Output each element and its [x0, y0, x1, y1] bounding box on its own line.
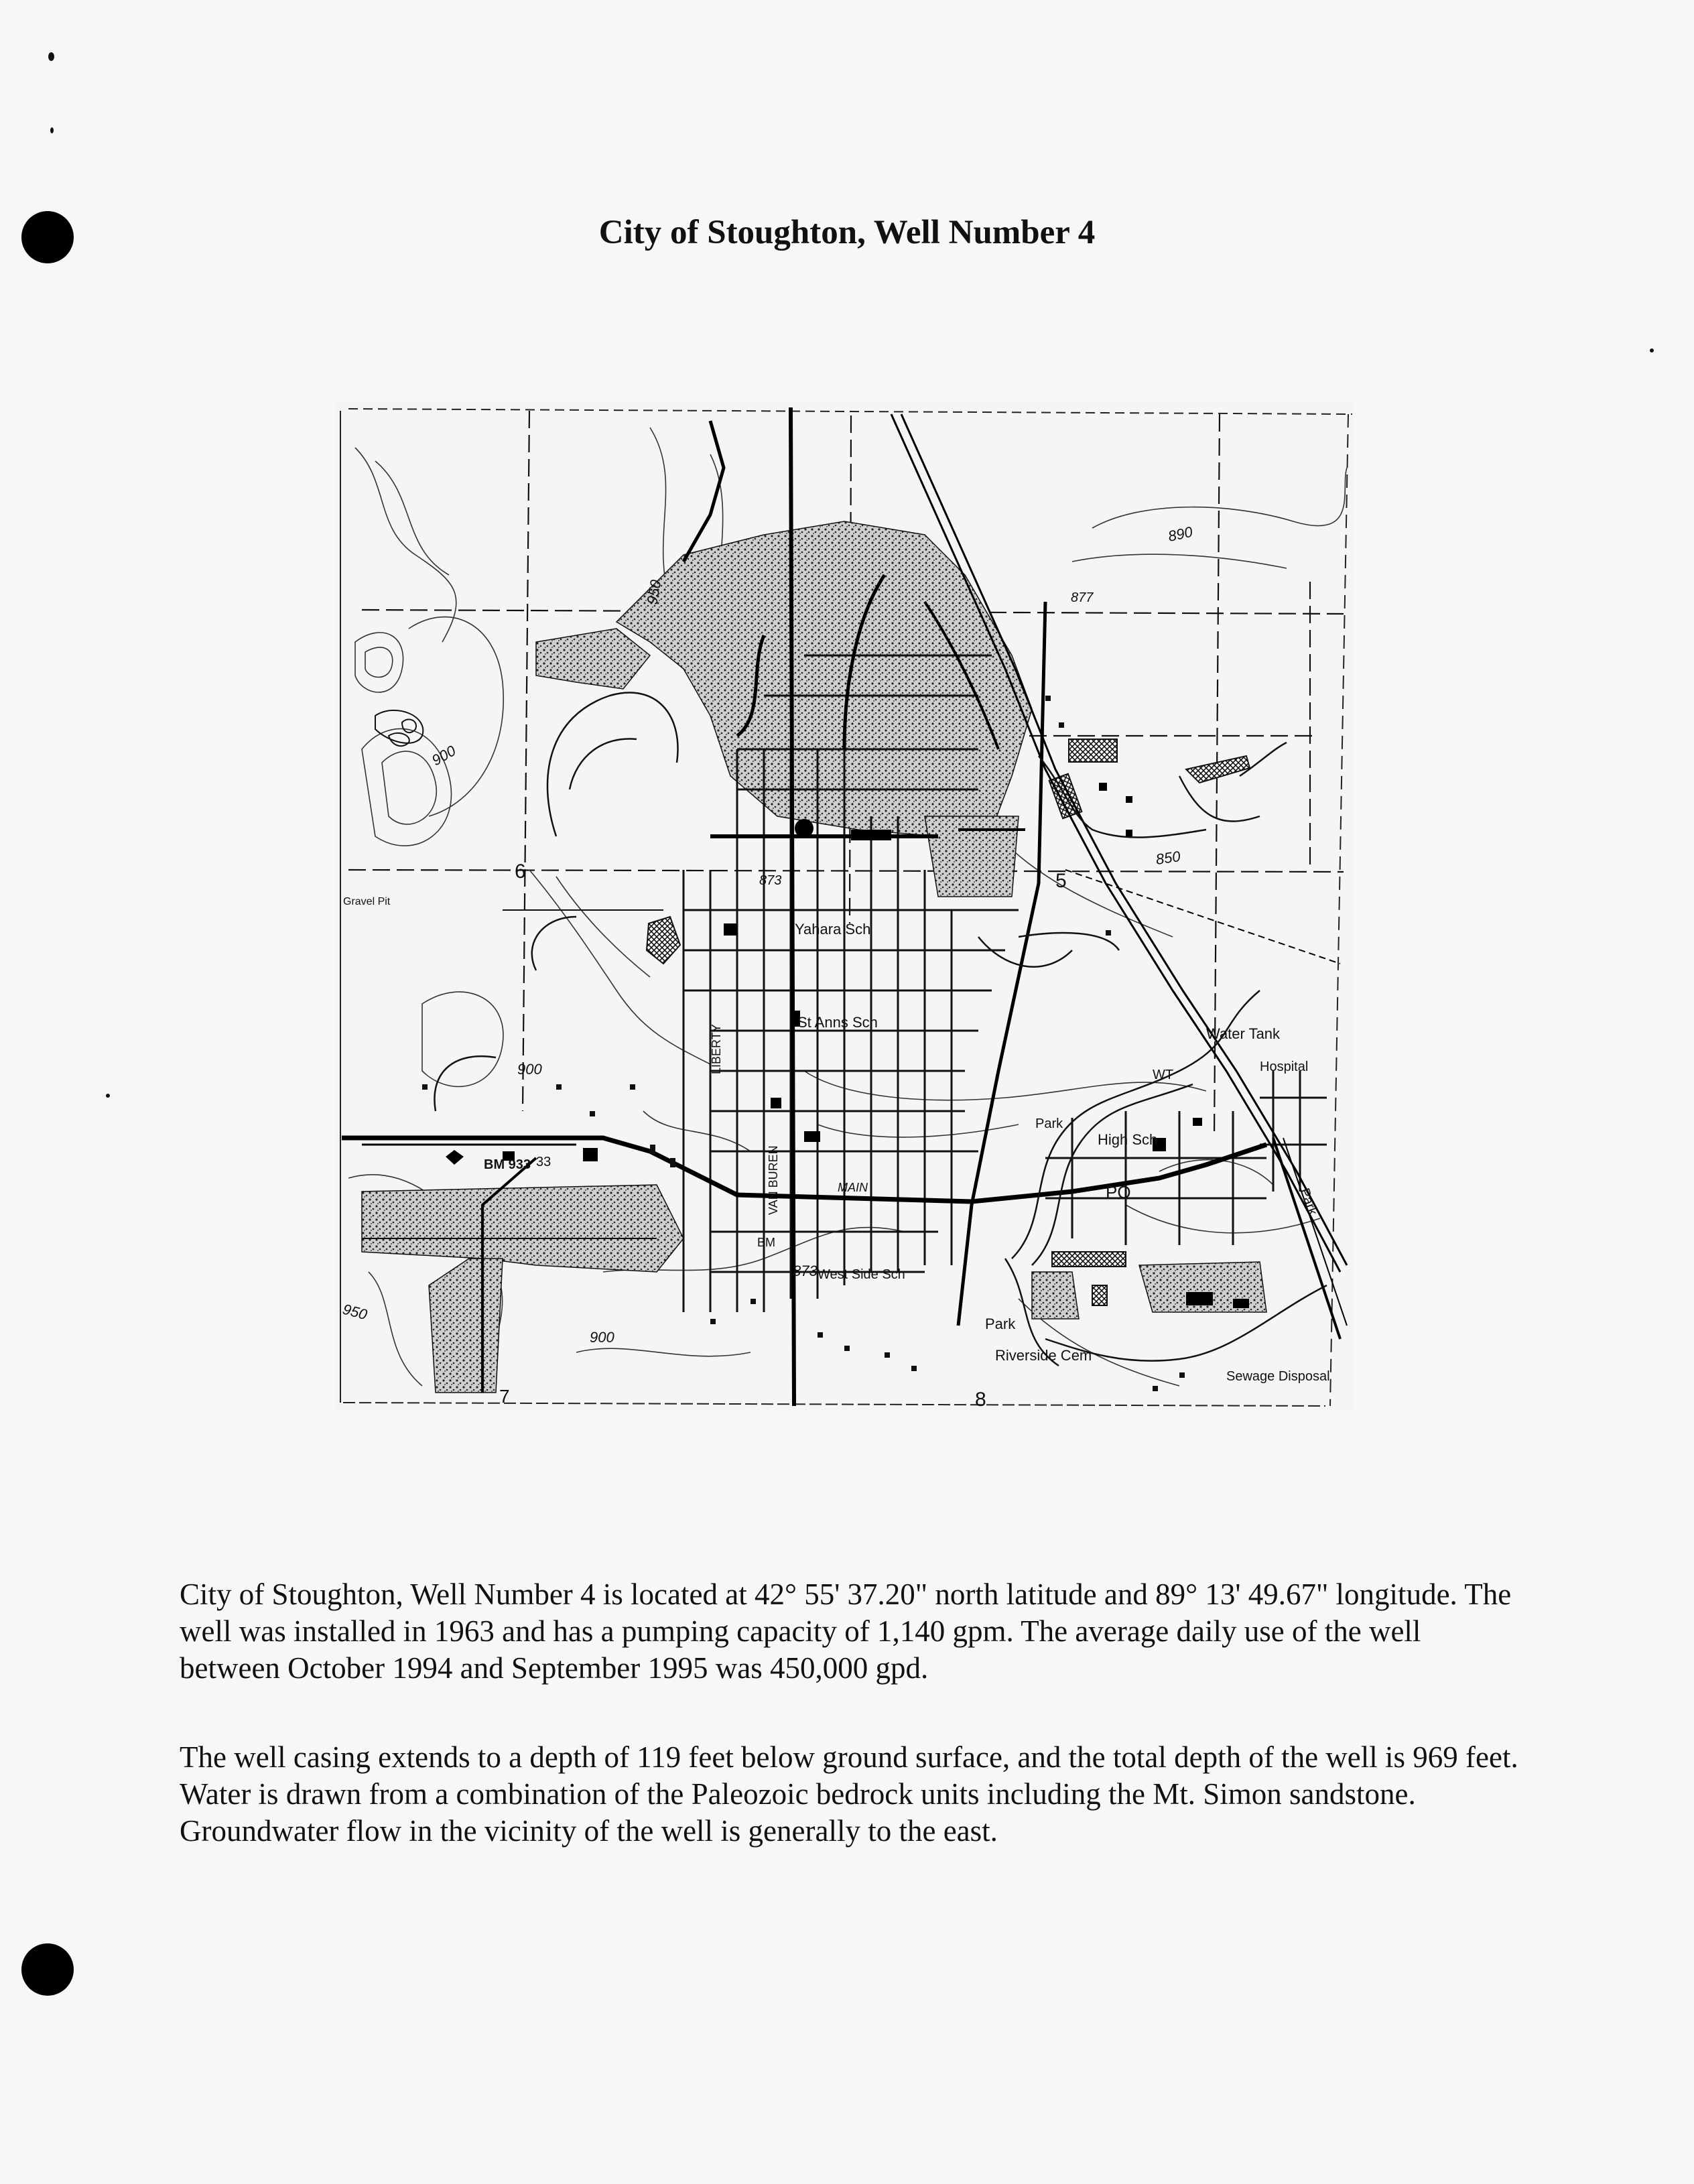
scan-speck — [106, 1094, 110, 1098]
street-label-main: MAIN — [838, 1181, 868, 1194]
school-label-west-side: West Side Sch — [818, 1267, 905, 1282]
page-title: City of Stoughton, Well Number 4 — [598, 214, 1096, 251]
hospital-label: Hospital — [1260, 1059, 1309, 1074]
contour-label-873: 873 — [793, 1263, 818, 1279]
post-office-label: PO — [1106, 1182, 1131, 1202]
cemetery-label: Riverside Cem — [995, 1347, 1092, 1364]
contour-label-850: 850 — [1155, 848, 1182, 868]
street-label-van-buren: VAN BUREN — [767, 1145, 780, 1215]
contour-label-873: 873 — [759, 873, 782, 888]
route-number: 33 — [536, 1155, 551, 1169]
park-label: Park — [1297, 1186, 1321, 1218]
benchmark-label: BM — [757, 1236, 775, 1249]
sewage-disposal-label: Sewage Disposal — [1226, 1369, 1330, 1384]
water-tank-label: Water Tank — [1206, 1025, 1281, 1042]
school-label-st-anns: St Anns Sch — [797, 1014, 878, 1031]
section-number: 8 — [975, 1389, 986, 1411]
contour-label-950: 950 — [643, 578, 665, 606]
benchmark-label: BM 933 — [484, 1157, 531, 1172]
contour-label-890: 890 — [1166, 523, 1194, 545]
contour-label-900: 900 — [517, 1061, 542, 1078]
scan-speck — [1650, 348, 1654, 352]
binder-hole-bottom — [21, 1943, 74, 1996]
contour-label-877: 877 — [1071, 590, 1094, 605]
gravel-pit-label: Gravel Pit — [343, 896, 391, 907]
scan-speck — [50, 127, 54, 133]
well-construction-paragraph: The well casing extends to a depth of 119 feet below ground surface, and the total depth of the well is 969 feet. Water is drawn from a combination of the Paleozoic bedrock units including the Mt. Simon sandstone. Groundwater flow in the vicinity of the well is generally to the east. — [180, 1740, 1518, 1848]
water-tank-symbol-label: WT — [1153, 1068, 1174, 1082]
topographic-map — [335, 401, 1354, 1411]
section-number: 6 — [515, 860, 526, 883]
section-number: 5 — [1055, 870, 1067, 892]
park-label: Park — [985, 1315, 1016, 1332]
section-number: 7 — [499, 1386, 510, 1407]
urban-areas — [362, 521, 1266, 1393]
park-label: Park — [1035, 1116, 1063, 1131]
contour-label-900: 900 — [429, 742, 459, 769]
contour-label-950: 950 — [340, 1300, 369, 1324]
topographic-map-drawing — [335, 401, 1354, 1411]
well-location-paragraph: City of Stoughton, Well Number 4 is located at 42° 55' 37.20" north latitude and 89° 13' 49.67" longitude. The well was installed in 1963 and has a pumping capacity of 1,140 gpm. The average daily use of the well between October 1994 and September 1995 was 450,000 gpd. — [180, 1578, 1512, 1685]
contour-label-900: 900 — [590, 1329, 614, 1346]
street-label-liberty: LIBERTY — [710, 1024, 723, 1074]
high-school-label: High Sch — [1098, 1131, 1158, 1148]
ponds — [375, 710, 423, 746]
school-label-yahara: Yahara Sch — [795, 921, 871, 938]
scan-speck — [48, 52, 54, 61]
